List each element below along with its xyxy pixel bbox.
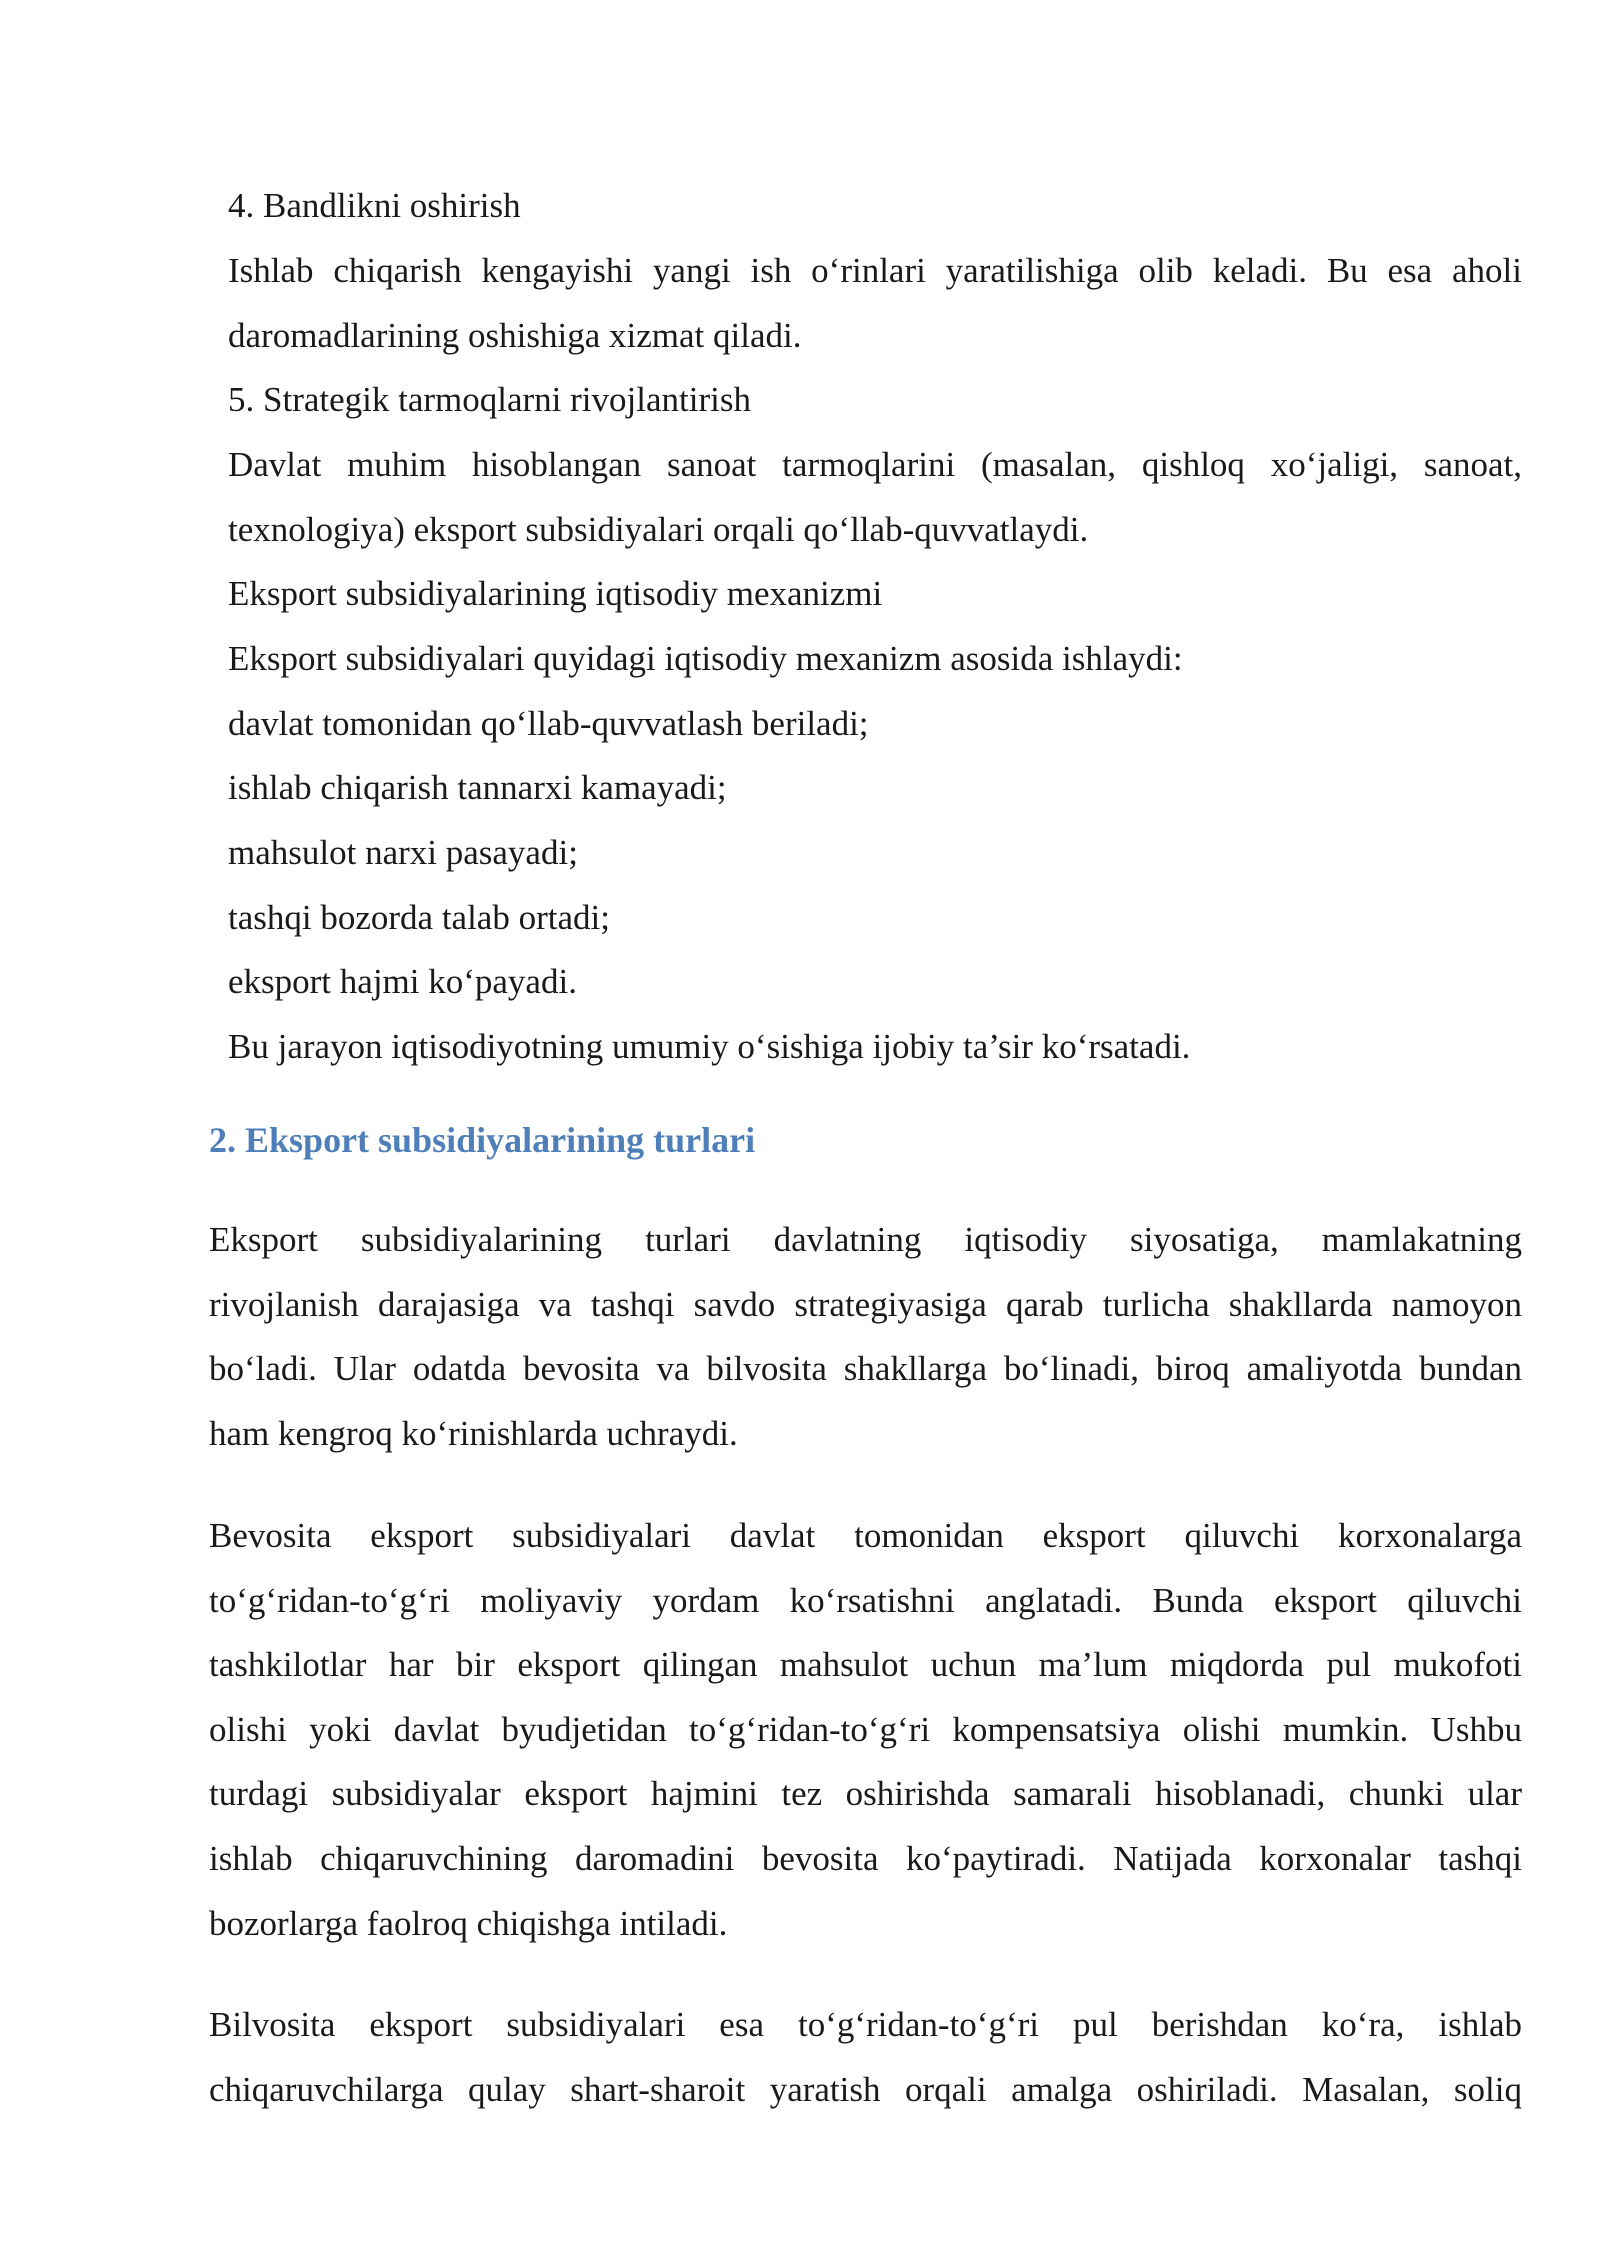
- list-text-line: Davlat muhim hisoblangan sanoat tarmoqlarini (masalan, qishloq xo‘jaligi, sanoat,: [228, 445, 1522, 484]
- paragraph-line: Eksport subsidiyalarining turlari davlatning iqtisodiy siyosatiga, mamlakatning: [209, 1220, 1522, 1259]
- section-heading: 2. Eksport subsidiyalarining turlari: [209, 1120, 756, 1160]
- paragraph-line: ishlab chiqaruvchining daromadini bevosita ko‘paytiradi. Natijada korxonalar tashqi: [209, 1839, 1522, 1878]
- subsection-title: Eksport subsidiyalarining iqtisodiy mexanizmi: [228, 574, 883, 613]
- paragraph-line: tashkilotlar har bir eksport qilingan mahsulot uchun ma’lum miqdorda pul mukofoti: [209, 1645, 1522, 1684]
- paragraph-line: to‘g‘ridan-to‘g‘ri moliyaviy yordam ko‘rsatishni anglatadi. Bunda eksport qiluvchi: [209, 1581, 1522, 1620]
- paragraph-line: chiqaruvchilarga qulay shart-sharoit yaratish orqali amalga oshiriladi. Masalan, soliq: [209, 2070, 1522, 2109]
- paragraph-line: ham kengroq ko‘rinishlarda uchraydi.: [209, 1414, 738, 1453]
- paragraph-line: rivojlanish darajasiga va tashqi savdo strategiyasiga qarab turlicha shakllarda namoyon: [209, 1285, 1522, 1324]
- list-text-line: Bu jarayon iqtisodiyotning umumiy o‘sishiga ijobiy ta’sir ko‘rsatadi.: [228, 1027, 1191, 1066]
- list-text-line: texnologiya) eksport subsidiyalari orqali qo‘llab-quvvatlaydi.: [228, 510, 1089, 549]
- paragraph-line: turdagi subsidiyalar eksport hajmini tez oshirishda samarali hisoblanadi, chunki ular: [209, 1774, 1522, 1813]
- paragraph-line: bozorlarga faolroq chiqishga intiladi.: [209, 1904, 728, 1943]
- list-text-line: daromadlarining oshishiga xizmat qiladi.: [228, 316, 802, 355]
- mechanism-step: eksport hajmi ko‘payadi.: [228, 962, 577, 1001]
- mechanism-step: davlat tomonidan qo‘llab-quvvatlash beriladi;: [228, 704, 869, 743]
- list-text-line: Eksport subsidiyalari quyidagi iqtisodiy mexanizm asosida ishlaydi:: [228, 639, 1183, 678]
- list-text-line: Ishlab chiqarish kengayishi yangi ish o‘rinlari yaratilishiga olib keladi. Bu esa aholi: [228, 251, 1522, 290]
- paragraph-line: olishi yoki davlat byudjetidan to‘g‘ridan-to‘g‘ri kompensatsiya olishi mumkin. Ushbu: [209, 1710, 1522, 1749]
- paragraph-line: bo‘ladi. Ular odatda bevosita va bilvosita shakllarga bo‘linadi, biroq amaliyotda bundan: [209, 1349, 1522, 1388]
- list-heading-employment: 4. Bandlikni oshirish: [228, 186, 521, 225]
- list-heading-strategic: 5. Strategik tarmoqlarni rivojlantirish: [228, 380, 751, 419]
- mechanism-step: ishlab chiqarish tannarxi kamayadi;: [228, 768, 727, 807]
- mechanism-step: mahsulot narxi pasayadi;: [228, 833, 578, 872]
- mechanism-step: tashqi bozorda talab ortadi;: [228, 898, 610, 937]
- paragraph-line: Bilvosita eksport subsidiyalari esa to‘g‘ridan-to‘g‘ri pul berishdan ko‘ra, ishlab: [209, 2005, 1522, 2044]
- paragraph-line: Bevosita eksport subsidiyalari davlat tomonidan eksport qiluvchi korxonalarga: [209, 1516, 1522, 1555]
